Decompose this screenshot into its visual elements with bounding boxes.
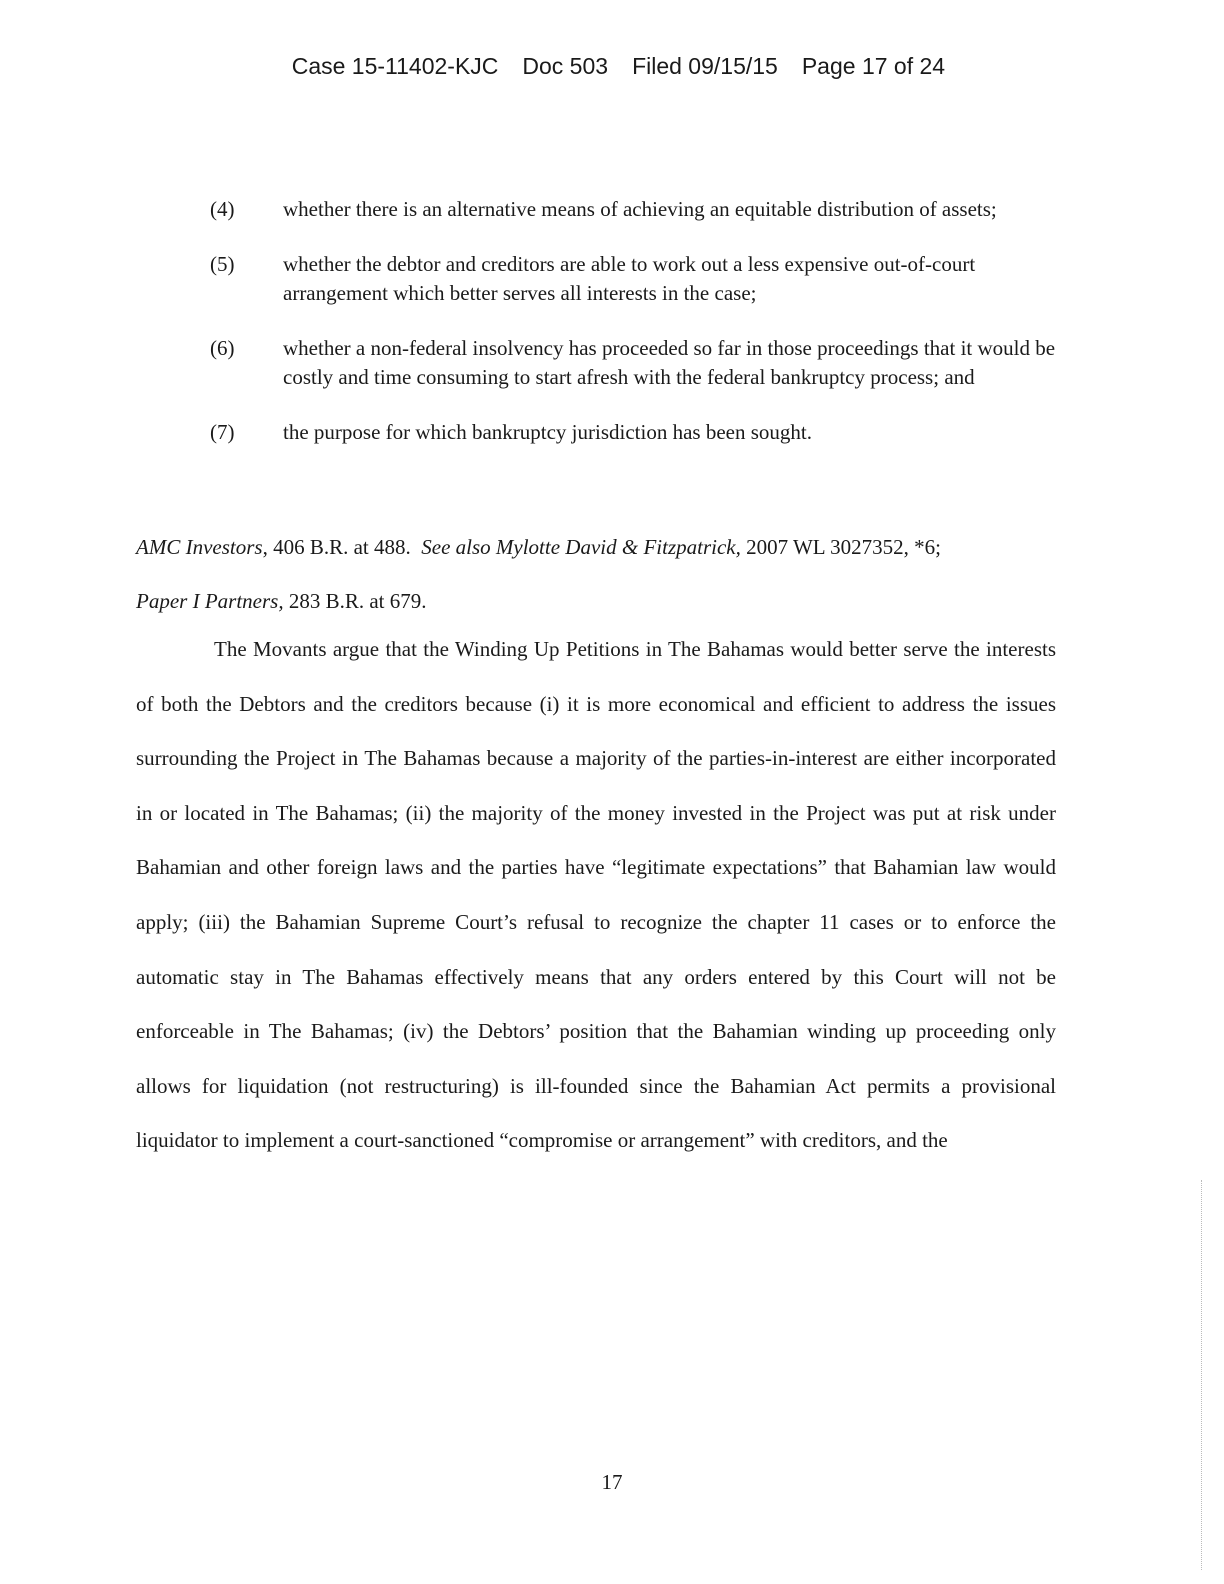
- page-number: 17: [601, 1470, 623, 1494]
- citation-mylotte: 2007 WL 3027352, *6;: [740, 535, 941, 559]
- citation-amc: , 406 B.R. at 488.: [262, 535, 411, 559]
- doc-number: Doc 503: [522, 53, 609, 79]
- scan-edge-mark: [1200, 1180, 1202, 1570]
- list-item-text: whether there is an alternative means of achieving an equitable distribution of assets;: [283, 197, 997, 221]
- case-name-amc: AMC Investors: [136, 535, 263, 559]
- filed-date: Filed 09/15/15: [632, 53, 778, 79]
- list-item-number: (7): [210, 420, 235, 444]
- citation-block: [136, 520, 1056, 628]
- filing-header: [0, 26, 1224, 80]
- list-item: [210, 195, 1070, 224]
- list-item-number: (5): [210, 252, 235, 276]
- list-item: [210, 418, 1070, 447]
- list-item-number: (4): [210, 197, 235, 221]
- list-item-text: whether a non-federal insolvency has proceeded so far in those proceedings that it would be costly and time consuming to start afresh with the federal bankruptcy process; and: [283, 336, 1056, 389]
- factor-list: [210, 195, 1070, 473]
- list-item-text: whether the debtor and creditors are able to work out a less expensive out-of-court arrangement which better serves all interests in the case;: [283, 252, 976, 305]
- argument-paragraph: [136, 622, 1056, 1168]
- case-name-paper: Paper I Partners,: [136, 589, 284, 613]
- list-item-text: the purpose for which bankruptcy jurisdiction has been sought.: [283, 420, 812, 444]
- list-item: [210, 250, 1070, 308]
- list-item-number: (6): [210, 336, 235, 360]
- case-number: Case 15-11402-KJC: [291, 53, 499, 79]
- paragraph-text: The Movants argue that the Winding Up Petitions in The Bahamas would better serve the interests of both the Debtors and the creditors because (i) it is more economical and efficient to address the issues surrounding the Project in The Bahamas because a majority of the parties-in-interest are either incorporated in or located in The Bahamas; (ii) the majority of the money invested in the Project was put at risk under Bahamian and other foreign laws and the parties have “legitimate expectations” that Bahamian law would apply; (iii) the Bahamian Supreme Court’s refusal to recognize the chapter 11 cases or to enforce the automatic stay in The Bahamas effectively means that any orders entered by this Court will not be enforceable in The Bahamas; (iv) the Debtors’ position that the Bahamian winding up proceeding only allows for liquidation (not restructuring) is ill-founded since the Bahamian Act permits a provisional liquidator to implement a court-sanctioned “compromise or arrangement” with creditors, and the: [136, 637, 1056, 1153]
- see-also-signal: See also Mylotte David & Fitzpatrick,: [421, 535, 741, 559]
- list-item: [210, 334, 1070, 392]
- page-indicator: Page 17 of 24: [801, 53, 946, 79]
- citation-paper: 283 B.R. at 679.: [283, 589, 427, 613]
